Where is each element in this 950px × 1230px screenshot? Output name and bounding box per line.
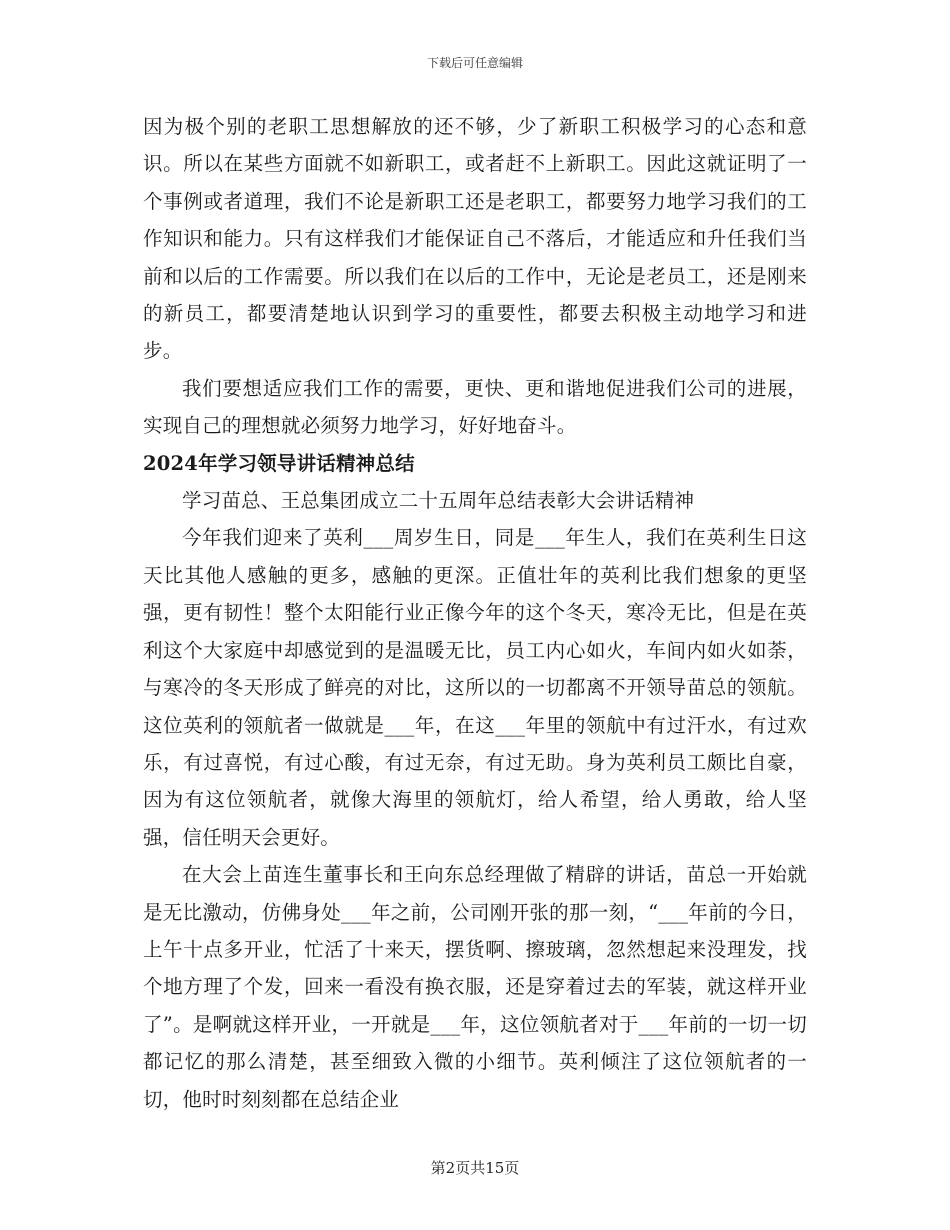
paragraph: 在大会上苗连生董事长和王向东总经理做了精辟的讲话，苗总一开始就是无比激动，仿佛身处___年之前，公司刚开张的那一刻，“___年前的今日，上午十点多开业，忙活了十来天，摆货啊、擦玻璃，忽然想起来没理发，找个地方理了个发，回来一看没有换衣服，还是穿着过去的军装，就这样开业了”。是啊就这样开业，一开就是___年，这位领航者对于___年前的一切一切都记忆的那么清楚，甚至细致入微的小细节。英利倾注了这位领航者的一切，他时时刻刻都在总结企业 bbox=[143, 863, 807, 1111]
paragraph: 因为极个别的老职工思想解放的还不够，少了新职工积极学习的心态和意识。所以在某些方面就不如新职工，或者赶不上新职工。因此这就证明了一个事例或者道理，我们不论是新职工还是老职工，都要努力地学习我们的工作知识和能力。只有这样我们才能保证自己不落后，才能适应和升任我们当前和以后的工作需要。所以我们在以后的工作中，无论是老员工，还是刚来的新员工，都要清楚地认识到学习的重要性，都要去积极主动地学习和进步。 bbox=[143, 115, 807, 363]
page-indicator: 第2页共15页 bbox=[430, 1159, 520, 1177]
document-subtitle: 学习苗总、王总集团成立二十五周年总结表彰大会讲话精神 bbox=[182, 489, 695, 513]
paragraph: 我们要想适应我们工作的需要，更快、更和谐地促进我们公司的进展，实现自己的理想就必须努力地学习，好好地奋斗。 bbox=[143, 376, 807, 438]
paragraph: 今年我们迎来了英利___周岁生日，同是___年生人，我们在英利生日这天比其他人感触的更多，感触的更深。正值壮年的英利比我们想象的更坚强，更有韧性！整个太阳能行业正像今年的这个冬天，寒冷无比，但是在英利这个大家庭中却感觉到的是温暖无比，员工内心如火，车间内如火如荼，与寒冷的冬天形成了鲜亮的对比，这所以的一切都离不开领导苗总的领航。这位英利的领航者一做就是___年，在这___年里的领航中有过汗水，有过欢乐，有过喜悦，有过心酸，有过无奈，有过无助。身为英利员工颇比自豪，因为有这位领航者，就像大海里的领航灯，给人希望，给人勇敢，给人坚强，信任明天会更好。 bbox=[143, 526, 807, 849]
document-title: 2024年学习领导讲话精神总结 bbox=[143, 451, 415, 475]
document-body bbox=[143, 108, 807, 1118]
header-note: 下载后可任意编辑 bbox=[426, 56, 523, 70]
